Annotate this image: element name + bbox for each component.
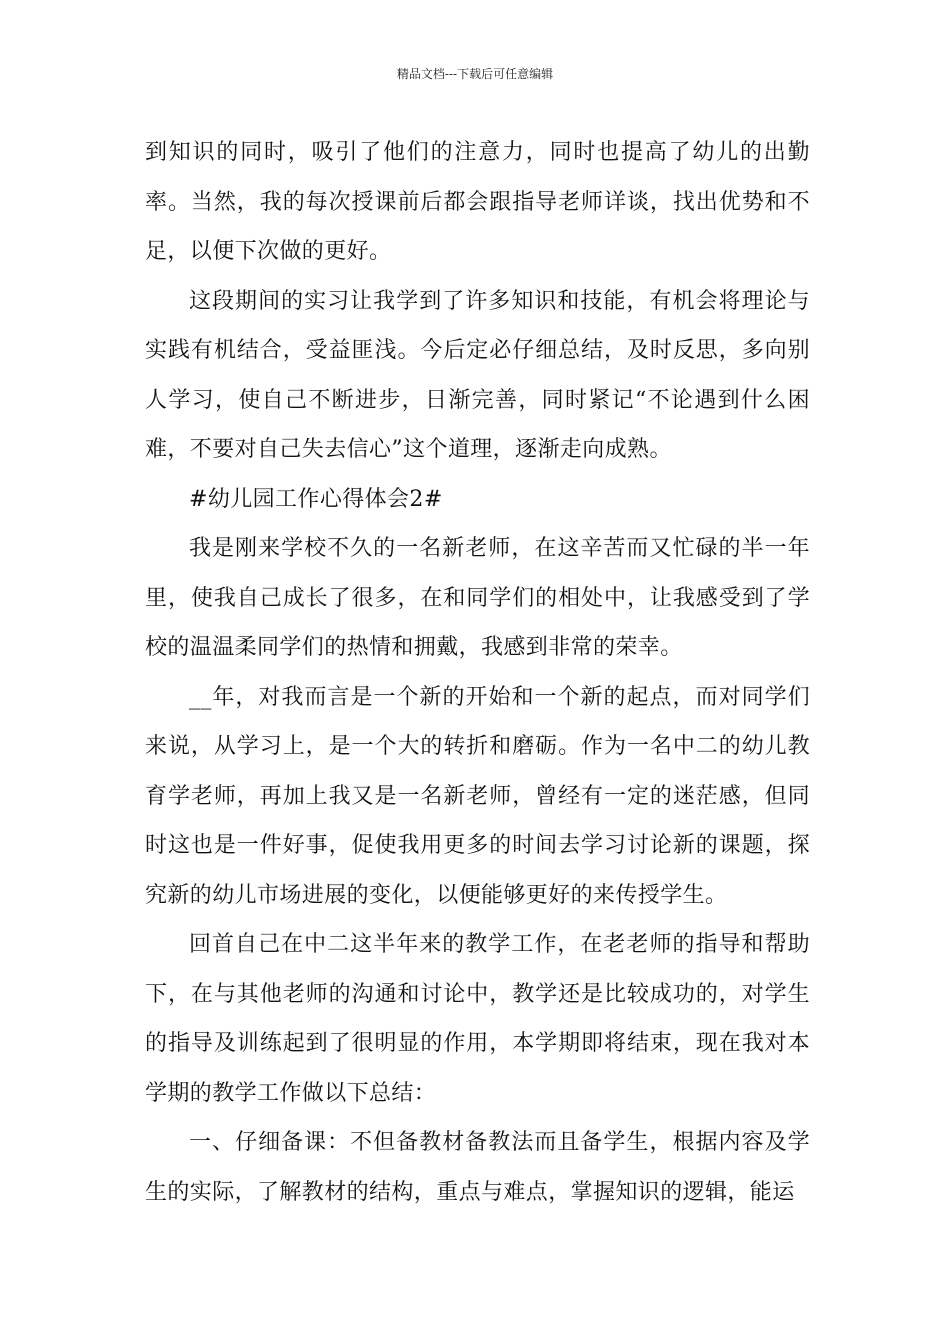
paragraph: 我是刚来学校不久的一名新老师，在这辛苦而又忙碌的半一年里，使我自己成长了很多，在和同学们的相处中，让我感受到了学校的温温柔同学们的热情和拥戴，我感到非常的荣幸。 [145,536,810,660]
page-header: 精品文档---下载后可任意编辑 [396,67,554,81]
paragraph: 这段期间的实习让我学到了许多知识和技能，有机会将理论与实践有机结合，受益匪浅。今后定必仔细总结，及时反思，多向别人学习，使自己不断进步，日渐完善，同时紧记“不论遇到什么困难，不要对自己失去信心”这个道理，逐渐走向成熟。 [145,288,810,462]
paragraph: 到知识的同时，吸引了他们的注意力，同时也提高了幼儿的出勤率。当然，我的每次授课前后都会跟指导老师详谈，找出优势和不足，以便下次做的更好。 [145,140,810,264]
section-heading: #幼儿园工作心得体会2# [189,486,443,512]
paragraph: __年，对我而言是一个新的开始和一个新的起点，而对同学们来说，从学习上，是一个大的转折和磨砺。作为一名中二的幼儿教育学老师，再加上我又是一名新老师，曾经有一定的迷茫感，但同时这也是一件好事，促使我用更多的时间去学习讨论新的课题，探究新的幼儿市场进展的变化，以便能够更好的来传授学生。 [145,684,810,908]
paragraph: 一、仔细备课：不但备教材备教法而且备学生，根据内容及学生的实际，了解教材的结构，重点与难点，掌握知识的逻辑，能运 [145,1130,810,1205]
paragraph: 回首自己在中二这半年来的教学工作，在老老师的指导和帮助下，在与其他老师的沟通和讨论中，教学还是比较成功的，对学生的指导及训练起到了很明显的作用，本学期即将结束，现在我对本学期的教学工作做以下总结： [145,932,810,1106]
document-body [145,128,810,1217]
